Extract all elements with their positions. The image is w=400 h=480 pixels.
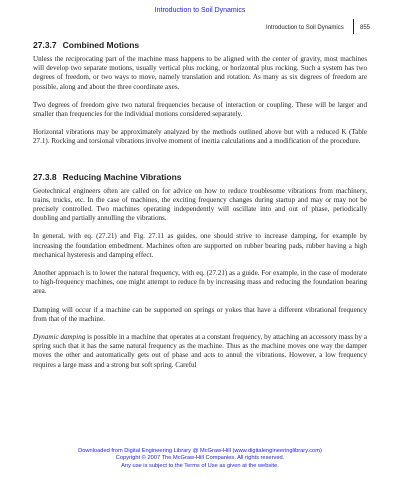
book-title-link[interactable]: Introduction to Soil Dynamics	[154, 7, 246, 14]
copyright-footer	[0, 448, 400, 470]
paragraph: In general, with eq. (27.21) and Fig. 27.11 as guides, one should strive to increase damping, for example by increasing the foundation embedment. Machines often are supported on rubber bearing pads, rubber having a high mechanical hysteresis and damping effect.	[33, 232, 367, 259]
footer-download-link[interactable]: Downloaded from Digital Engineering Library @ McGraw-Hill (www.digitalengineeringlibrary.com)	[78, 448, 322, 454]
paragraph: Damping will occur if a machine can be supported on springs or yokes that have a different vibrational frequency from that of the machine.	[33, 305, 367, 323]
emphasis-term: Dynamic damping	[33, 333, 86, 342]
section-number: 27.3.7	[33, 40, 57, 50]
page-body	[33, 40, 367, 370]
section-title: Reducing Machine Vibrations	[62, 171, 182, 182]
paragraph	[33, 333, 367, 370]
page-number: 855	[360, 25, 371, 31]
section-number: 27.3.8	[33, 171, 57, 182]
paragraph: Another approach is to lower the natural frequency, with eq. (27.21) as a guide. For example, in the case of moderate to high-frequency machines, one might attempt to reduce fn by increasing mass and reducing the foundation bearing area.	[33, 269, 367, 296]
section-title: Combined Motions	[62, 40, 140, 50]
paragraph: Unless the reciprocating part of the machine mass happens to be aligned with the center of gravity, most machines will develop two separate motions, usually vertical plus rocking, or horizontal plus rocking. Such a system has two degrees of freedom, or two ways to move, namely translation and rotation. As many as six degrees of freedom are possible, along and about the three coordinate axes.	[33, 55, 367, 91]
paragraph-text: is possible in a machine that operates at a constant frequency, by attaching an accessory mass by a spring such that it has the same natural frequency as the machine. Thus as the machine moves one way the damper moves the other and automatically gets out of phase and acts to annul the vibrations. However, a low frequency requires a large mass and a strong but soft spring. Careful	[33, 333, 367, 369]
paragraph: Horizontal vibrations may be approximately analyzed by the methods outlined above but with a reduced K (Table 27.1). Rocking and torsional vibrations involve moment of inertia calculations and a modification of the procedure.	[33, 128, 367, 146]
header-divider	[353, 19, 354, 34]
footer-copyright: Copyright © 2007 The McGraw-Hill Companies. All rights reserved.	[115, 455, 285, 462]
section-heading-combined-motions	[33, 40, 367, 50]
footer-terms-link[interactable]: Any use is subject to the Terms of Use as given at the website.	[121, 462, 279, 469]
paragraph: Two degrees of freedom give two natural frequencies because of interaction or coupling. These will be larger and smaller than frequencies for the individual motions considered separately.	[33, 100, 367, 119]
running-head: Introduction to Soil Dynamics	[266, 25, 344, 31]
section-heading-reducing-vibrations	[33, 172, 367, 182]
paragraph: Geotechnical engineers often are called on for advice on how to reduce troublesome vibrations from machinery, trains, trucks, etc. In the case of machines, the exciting frequency changes during startup and may or may not be precisely controlled. Two machines operating independently will oscillate into and out of phase, periodically doubling and partially annulling the vibrations.	[33, 186, 367, 223]
